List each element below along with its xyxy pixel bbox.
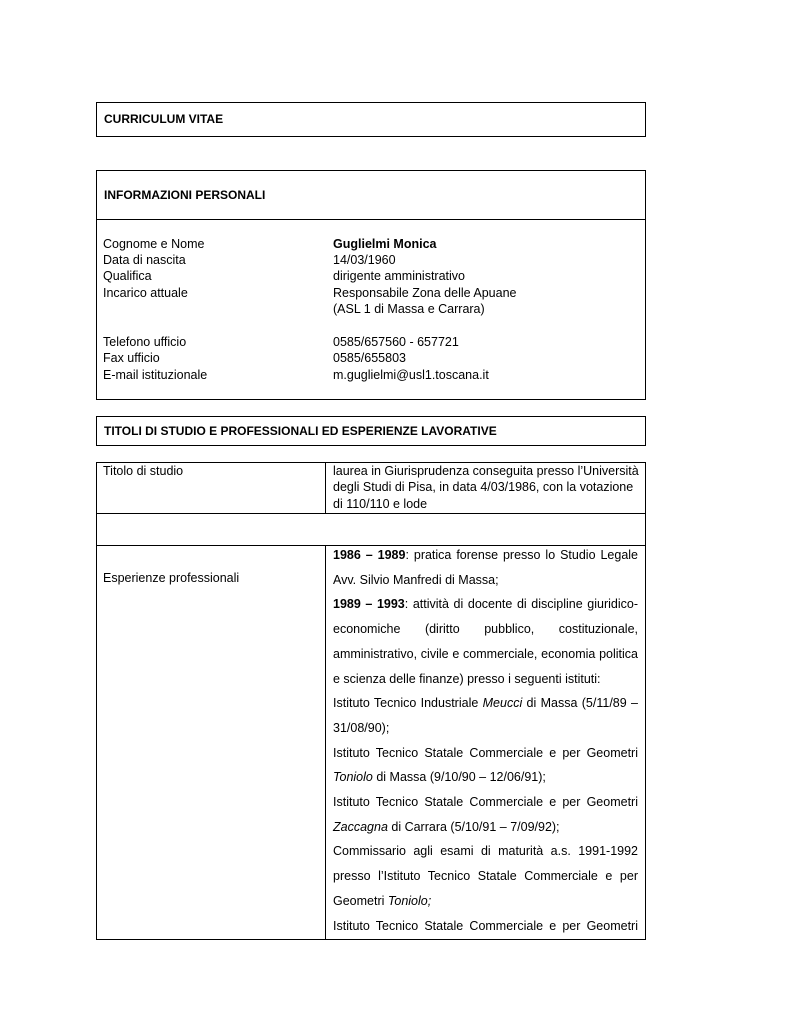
personal-info-heading: INFORMAZIONI PERSONALI — [104, 188, 266, 202]
study-label: Titolo di studio — [103, 464, 184, 478]
exp-line-7: Istituto Tecnico Industriale Meucci di Massa (5/11/89 – — [333, 696, 638, 711]
birthdate-label: Data di nascita — [103, 253, 186, 267]
qualification-value: dirigente amministrativo — [333, 269, 465, 283]
exp-line-12: Zaccagna di Carrara (5/10/91 – 7/09/92); — [333, 819, 560, 834]
name-label: Cognome e Nome — [103, 237, 205, 251]
email-value: m.guglielmi@usl1.toscana.it — [333, 368, 489, 382]
exp-line-9: Istituto Tecnico Statale Commerciale e per Geometri — [333, 745, 638, 760]
position-value-cont: (ASL 1 di Massa e Carrara) — [333, 302, 485, 316]
exp-line-10: Toniolo di Massa (9/10/90 – 12/06/91); — [333, 770, 546, 785]
position-value: Responsabile Zona delle Apuane — [333, 286, 517, 300]
study-line-3: di 110/110 e lode — [333, 497, 428, 511]
exp-line-6: e scienza delle finanze) presso i seguenti istituti: — [333, 671, 601, 686]
exp-line-1: 1986 – 1989: pratica forense presso lo Studio Legale — [333, 548, 639, 562]
birthdate-value: 14/03/1960 — [333, 253, 396, 267]
fax-label: Fax ufficio — [103, 351, 160, 365]
exp-line-13: Commissario agli esami di maturità a.s. 1991-1992 — [333, 844, 638, 859]
cv-title: CURRICULUM VITAE — [104, 112, 224, 126]
study-line-1: laurea in Giurisprudenza conseguita presso l’Università — [333, 464, 639, 478]
experience-label: Esperienze professionali — [103, 571, 240, 585]
table-divider-vertical-top — [325, 462, 326, 513]
titles-heading-box — [96, 416, 646, 446]
study-line-2: degli Studi di Pisa, in data 4/03/1986, con la votazione — [333, 480, 634, 494]
exp-line-5: amministrativo, civile e commerciale, economia politica — [333, 646, 638, 661]
table-divider-vertical-bottom — [325, 545, 326, 940]
exp-line-3: 1989 – 1993: attività di docente di discipline giuridico- — [333, 597, 638, 612]
exp-line-11: Istituto Tecnico Statale Commerciale e per Geometri — [333, 795, 638, 810]
position-label: Incarico attuale — [103, 286, 188, 300]
exp-line-8: 31/08/90); — [333, 720, 390, 735]
phone-label: Telefono ufficio — [103, 335, 187, 349]
exp-line-14: presso l’Istituto Tecnico Statale Commerciale e per — [333, 869, 638, 884]
cv-title-box — [96, 102, 646, 137]
titles-heading: TITOLI DI STUDIO E PROFESSIONALI ED ESPERIENZE LAVORATIVE — [104, 424, 497, 438]
phone-value: 0585/657560 - 657721 — [333, 335, 459, 349]
fax-value: 0585/655803 — [333, 351, 406, 365]
exp-line-4: economiche (diritto pubblico, costituzionale, — [333, 622, 638, 637]
table-divider-row1 — [96, 513, 646, 514]
exp-line-16: Istituto Tecnico Statale Commerciale e per Geometri — [333, 918, 638, 933]
name-value: Guglielmi Monica — [333, 237, 437, 251]
personal-info-divider — [96, 219, 646, 220]
experience-text — [333, 543, 638, 938]
email-label: E-mail istituzionale — [103, 368, 208, 382]
exp-line-2: Avv. Silvio Manfredi di Massa; — [333, 572, 499, 587]
qualification-label: Qualifica — [103, 269, 152, 283]
exp-line-15: Geometri Toniolo; — [333, 893, 432, 908]
